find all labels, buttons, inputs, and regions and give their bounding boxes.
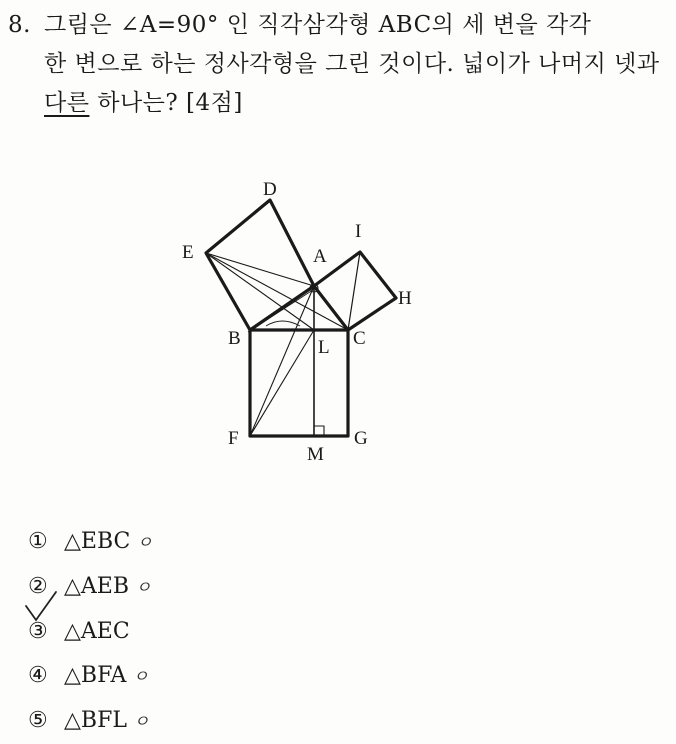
handwritten-note: ㅇ — [136, 533, 153, 553]
label-m: M — [307, 444, 324, 465]
choice-marker: ③ — [28, 619, 48, 644]
label-f: F — [228, 428, 239, 449]
choice-text: △BFA — [64, 663, 127, 688]
choice-text: △AEB — [64, 574, 130, 599]
label-i: I — [355, 221, 362, 242]
choice-text: △AEC — [64, 619, 130, 644]
check-mark-icon — [22, 590, 60, 630]
answer-choices — [28, 520, 153, 744]
side-ac — [314, 286, 348, 330]
line-ch — [348, 252, 360, 330]
label-c: C — [353, 328, 366, 349]
question-line-3 — [8, 84, 668, 123]
question-text-1: 그림은 ∠A=90° 인 직각삼각형 ABC의 세 변을 각각 — [44, 12, 592, 38]
question-text-3: 하나는? [4점] — [89, 90, 243, 116]
choice-4[interactable] — [28, 654, 153, 699]
label-h: H — [398, 288, 412, 309]
underlined-word: 다른 — [44, 90, 90, 116]
label-l: L — [318, 337, 330, 358]
question-number: 8. — [8, 12, 31, 38]
choice-marker: ④ — [28, 663, 48, 688]
choice-marker: ② — [28, 574, 48, 599]
line-el — [206, 253, 314, 330]
label-e: E — [182, 242, 194, 263]
choice-text: △BFL — [64, 708, 127, 733]
handwritten-note: ㅇ — [132, 712, 150, 732]
choice-marker: ① — [28, 529, 48, 554]
choice-5[interactable] — [28, 699, 153, 744]
square-bcgf — [250, 330, 348, 436]
line-fl — [250, 330, 314, 436]
choice-text: △EBC — [64, 529, 131, 554]
label-b: B — [228, 328, 241, 349]
geometry-figure — [170, 176, 430, 476]
choice-1[interactable] — [28, 520, 153, 565]
question-block — [8, 6, 668, 123]
figure-svg — [170, 176, 430, 476]
question-line-1 — [8, 6, 668, 45]
arc-b — [266, 321, 300, 326]
choice-3[interactable] — [28, 610, 153, 654]
choice-marker: ⑤ — [28, 708, 48, 733]
label-g: G — [354, 428, 368, 449]
handwritten-note: ㅇ — [132, 667, 149, 687]
label-a: A — [313, 246, 327, 267]
label-d: D — [263, 179, 277, 200]
handwritten-note: ㅇ — [135, 578, 152, 598]
question-line-2: 한 변으로 하는 정사각형을 그린 것이다. 넓이가 나머지 넷과 — [44, 51, 660, 77]
